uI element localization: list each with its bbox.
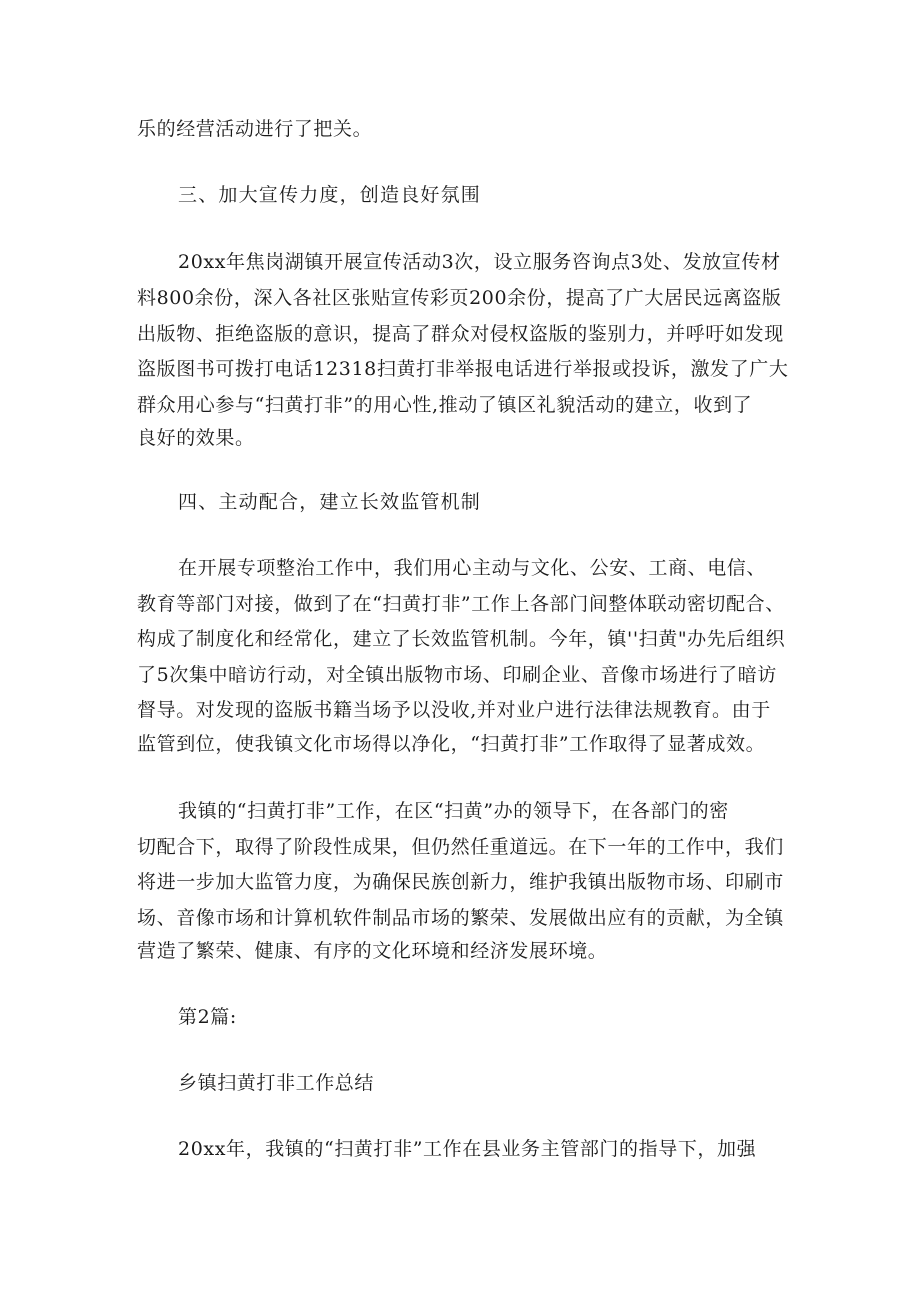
paragraph-line: 良好的效果。 — [137, 427, 255, 449]
paragraph-line: 营造了繁荣、健康、有序的文化环境和经济发展环境。 — [137, 940, 608, 962]
part2-label: 第2篇: — [178, 1006, 237, 1028]
paragraph-line: 群众用心参与“扫黄打非”的用心性,推动了镇区礼貌活动的建立，收到了 — [137, 394, 753, 416]
paragraph-line: 督导。对发现的盗版书籍当场予以没收,并对业户进行法律法规教育。由于 — [137, 699, 771, 721]
paragraph-line: 在开展专项整治工作中，我们用心主动与文化、公安、工商、电信、 — [178, 557, 767, 579]
paragraph-line: 了5次集中暗访行动，对全镇出版物市场、印刷企业、音像市场进行了暗访 — [137, 664, 777, 686]
paragraph-line: 我镇的“扫黄打非”工作，在区“扫黄”办的领导下，在各部门的密 — [178, 800, 729, 822]
paragraph-line: 20xx年，我镇的“扫黄打非”工作在县业务主管部门的指导下，加强 — [178, 1138, 757, 1160]
paragraph-line: 将进一步加大监管力度，为确保民族创新力，维护我镇出版物市场、印刷市 — [137, 871, 784, 893]
paragraph-line: 教育等部门对接，做到了在“扫黄打非”工作上各部门间整体联动密切配合、 — [137, 593, 785, 615]
paragraph-line: 切配合下，取得了阶段性成果，但仍然任重道远。在下一年的工作中，我们 — [137, 836, 784, 858]
section-heading-4: 四、主动配合，建立长效监管机制 — [178, 491, 482, 513]
paragraph-line: 构成了制度化和经常化，建立了长效监管机制。今年，镇''扫黄"办先后组织 — [137, 628, 786, 650]
paragraph-line: 场、音像市场和计算机软件制品市场的繁荣、发展做出应有的贡献，为全镇 — [137, 907, 784, 929]
paragraph-line: 20xx年焦岗湖镇开展宣传活动3次，设立服务咨询点3处、发放宣传材 — [178, 251, 781, 273]
paragraph-line: 料800余份，深入各社区张贴宣传彩页200余份，提高了广大居民远离盗版 — [137, 287, 782, 309]
paragraph-line: 监管到位，使我镇文化市场得以净化，“扫黄打非”工作取得了显著成效。 — [137, 733, 766, 755]
paragraph-line: 出版物、拒绝盗版的意识，提高了群众对侵权盗版的鉴别力，并呼吁如发现 — [137, 323, 784, 345]
section-heading-3: 三、加大宣传力度，创造良好氛围 — [178, 184, 482, 206]
paragraph-line: 乐的经营活动进行了把关。 — [137, 118, 373, 140]
paragraph-line: 盗版图书可拨打电话12318扫黄打非举报电话进行举报或投诉，激发了广大 — [137, 358, 789, 380]
part2-title: 乡镇扫黄打非工作总结 — [178, 1072, 375, 1094]
